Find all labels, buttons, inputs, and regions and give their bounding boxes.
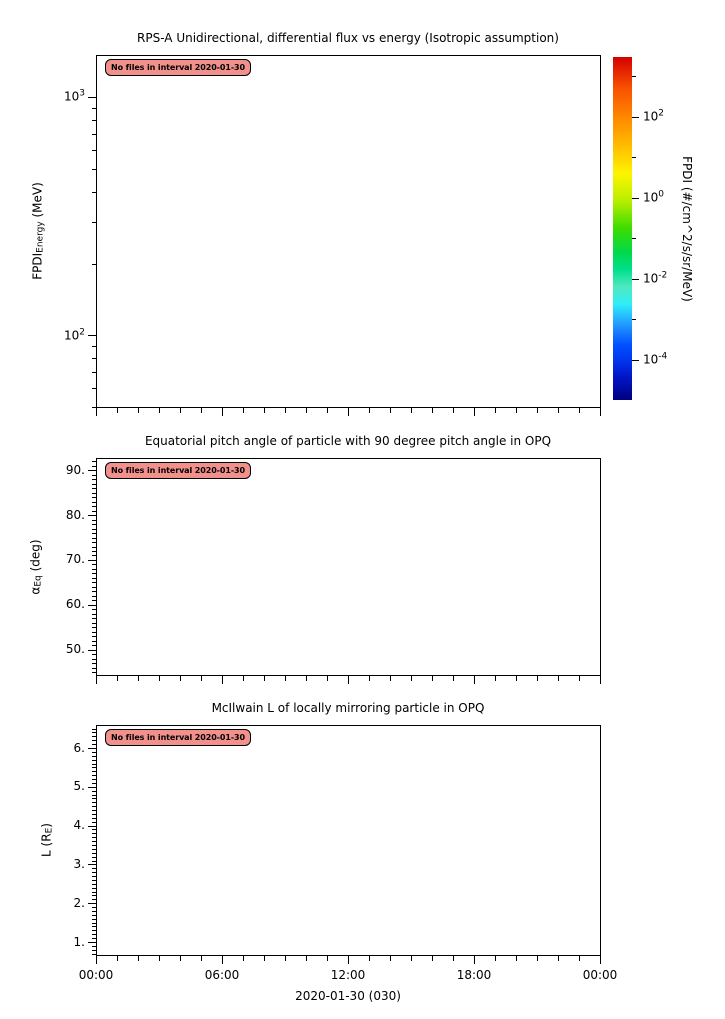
y-minor-tick (92, 744, 96, 745)
y-minor-tick (92, 802, 96, 803)
y-axis-label: $\alpha_{Eq}$ (deg) (28, 538, 44, 595)
y-minor-tick (92, 923, 96, 924)
x-minor-tick (327, 408, 328, 413)
y-major-tick (88, 787, 96, 788)
y-minor-tick (92, 645, 96, 646)
y-minor-tick (92, 884, 96, 885)
x-minor-tick (117, 408, 118, 413)
y-minor-tick (92, 806, 96, 807)
y-minor-tick (92, 888, 96, 889)
colorbar-gradient (613, 57, 632, 400)
y-minor-tick (92, 596, 96, 597)
x-tick-label: 00:00 (78, 968, 114, 982)
y-major-tick (88, 560, 96, 561)
y-tick-label: 5. (73, 779, 85, 794)
y-minor-tick (92, 876, 96, 877)
y-minor-tick (92, 475, 96, 476)
x-minor-tick (453, 408, 454, 413)
y-minor-tick (92, 841, 96, 842)
y-major-tick (88, 97, 96, 98)
x-minor-tick (579, 956, 580, 961)
plot-area (96, 725, 601, 956)
x-minor-tick (327, 956, 328, 961)
y-minor-tick (92, 740, 96, 741)
y-minor-tick (92, 833, 96, 834)
y-minor-tick (92, 506, 96, 507)
x-major-tick (348, 676, 349, 684)
y-axis-label: L $(R_E)$ (39, 823, 55, 857)
x-minor-tick (264, 676, 265, 681)
x-major-tick (474, 408, 475, 416)
y-major-tick (88, 515, 96, 516)
y-minor-tick (92, 845, 96, 846)
colorbar-major-tick (632, 279, 639, 280)
plot-area (96, 458, 601, 676)
y-tick-label: $10^3$ (63, 88, 85, 104)
y-minor-tick (92, 551, 96, 552)
y-minor-tick (92, 520, 96, 521)
y-minor-tick (92, 857, 96, 858)
y-minor-tick (92, 837, 96, 838)
y-major-tick (88, 335, 96, 336)
y-minor-tick (92, 627, 96, 628)
x-minor-tick (369, 676, 370, 681)
colorbar-major-tick (632, 360, 639, 361)
x-minor-tick (180, 408, 181, 413)
y-major-tick (88, 864, 96, 865)
colorbar-minor-tick (632, 238, 636, 239)
y-minor-tick (92, 578, 96, 579)
x-minor-tick (390, 408, 391, 413)
y-minor-tick (92, 587, 96, 588)
y-minor-tick (92, 829, 96, 830)
panel-title: RPS-A Unidirectional, differential flux vs energy (Isotropic assumption) (137, 31, 559, 45)
y-minor-tick (92, 150, 96, 151)
colorbar-tick-label: $10^{-4}$ (643, 351, 668, 367)
x-minor-tick (285, 956, 286, 961)
y-minor-tick (92, 358, 96, 359)
y-minor-tick (92, 573, 96, 574)
y-minor-tick (92, 668, 96, 669)
y-minor-tick (92, 752, 96, 753)
y-minor-tick (92, 538, 96, 539)
y-minor-tick (92, 654, 96, 655)
x-tick-label: 18:00 (456, 968, 492, 982)
y-major-tick (88, 605, 96, 606)
y-minor-tick (92, 798, 96, 799)
x-major-tick (600, 408, 601, 416)
panel-title: Equatorial pitch angle of particle with 90 degree pitch angle in OPQ (144, 434, 552, 448)
y-minor-tick (92, 919, 96, 920)
x-minor-tick (159, 956, 160, 961)
x-tick-label: 06:00 (204, 968, 240, 982)
y-tick-label: 6. (73, 740, 85, 755)
x-minor-tick (180, 956, 181, 961)
x-minor-tick (432, 408, 433, 413)
x-minor-tick (558, 956, 559, 961)
x-minor-tick (579, 676, 580, 681)
y-minor-tick (92, 934, 96, 935)
y-minor-tick (92, 771, 96, 772)
y-minor-tick (92, 493, 96, 494)
x-minor-tick (537, 408, 538, 413)
x-minor-tick (537, 676, 538, 681)
y-minor-tick (92, 529, 96, 530)
panel-title: McIlwain L of locally mirroring particle in OPQ (211, 701, 485, 715)
y-minor-tick (92, 591, 96, 592)
y-minor-tick (92, 502, 96, 503)
y-minor-tick (92, 779, 96, 780)
y-axis-label: $FPDI_{Energy}$ (MeV) (30, 182, 46, 280)
y-minor-tick (92, 814, 96, 815)
y-minor-tick (92, 907, 96, 908)
colorbar-label: FPDI (#/cm^2/s/sr/MeV) (680, 155, 694, 302)
y-minor-tick (92, 346, 96, 347)
y-minor-tick (92, 466, 96, 467)
x-minor-tick (285, 408, 286, 413)
x-minor-tick (138, 956, 139, 961)
y-minor-tick (92, 868, 96, 869)
x-minor-tick (327, 676, 328, 681)
y-minor-tick (92, 767, 96, 768)
x-major-tick (96, 676, 97, 684)
y-minor-tick (92, 926, 96, 927)
x-minor-tick (558, 408, 559, 413)
no-data-badge: No files in interval 2020-01-30 (105, 729, 251, 746)
x-minor-tick (516, 956, 517, 961)
x-minor-tick (243, 676, 244, 681)
x-major-tick (96, 408, 97, 416)
x-minor-tick (138, 408, 139, 413)
x-major-tick (222, 408, 223, 416)
x-major-tick (348, 408, 349, 416)
no-data-badge: No files in interval 2020-01-30 (105, 59, 251, 76)
x-minor-tick (243, 956, 244, 961)
y-minor-tick (92, 641, 96, 642)
x-minor-tick (495, 956, 496, 961)
y-minor-tick (92, 533, 96, 534)
x-minor-tick (264, 956, 265, 961)
y-tick-label: 50. (65, 642, 85, 657)
x-tick-label: 00:00 (582, 968, 618, 982)
y-minor-tick (92, 872, 96, 873)
y-minor-tick (92, 663, 96, 664)
y-minor-tick (92, 795, 96, 796)
y-minor-tick (92, 672, 96, 673)
y-minor-tick (92, 729, 96, 730)
x-minor-tick (432, 956, 433, 961)
y-minor-tick (92, 783, 96, 784)
x-minor-tick (390, 956, 391, 961)
y-major-tick (88, 748, 96, 749)
x-minor-tick (243, 408, 244, 413)
y-minor-tick (92, 555, 96, 556)
no-data-badge: No files in interval 2020-01-30 (105, 462, 251, 479)
x-minor-tick (285, 676, 286, 681)
y-minor-tick (92, 930, 96, 931)
x-major-tick (474, 956, 475, 964)
colorbar-minor-tick (632, 157, 636, 158)
x-tick-label: 12:00 (330, 968, 366, 982)
y-minor-tick (92, 756, 96, 757)
x-major-tick (348, 956, 349, 964)
y-tick-label: 90. (65, 462, 85, 477)
y-minor-tick (92, 192, 96, 193)
y-tick-label: 60. (65, 597, 85, 612)
colorbar-major-tick (632, 198, 639, 199)
x-minor-tick (453, 956, 454, 961)
x-minor-tick (306, 676, 307, 681)
y-minor-tick (92, 736, 96, 737)
y-minor-tick (92, 542, 96, 543)
y-major-tick (88, 903, 96, 904)
y-minor-tick (92, 915, 96, 916)
y-minor-tick (92, 764, 96, 765)
y-tick-label: 3. (73, 856, 85, 871)
y-minor-tick (92, 134, 96, 135)
y-tick-label: 4. (73, 818, 85, 833)
x-minor-tick (411, 676, 412, 681)
y-minor-tick (92, 791, 96, 792)
y-tick-label: 1. (73, 934, 85, 949)
plot-area (96, 55, 601, 408)
x-minor-tick (369, 956, 370, 961)
colorbar-minor-tick (632, 319, 636, 320)
y-minor-tick (92, 569, 96, 570)
y-tick-label: $10^2$ (63, 327, 85, 343)
y-minor-tick (92, 822, 96, 823)
y-minor-tick (92, 120, 96, 121)
y-minor-tick (92, 497, 96, 498)
y-minor-tick (92, 810, 96, 811)
y-major-tick (88, 826, 96, 827)
x-minor-tick (495, 408, 496, 413)
x-minor-tick (117, 956, 118, 961)
y-minor-tick (92, 775, 96, 776)
y-minor-tick (92, 760, 96, 761)
y-minor-tick (92, 264, 96, 265)
y-minor-tick (92, 938, 96, 939)
x-minor-tick (579, 408, 580, 413)
x-minor-tick (138, 676, 139, 681)
x-minor-tick (369, 408, 370, 413)
x-minor-tick (117, 676, 118, 681)
x-major-tick (600, 956, 601, 964)
y-minor-tick (92, 222, 96, 223)
x-minor-tick (537, 956, 538, 961)
colorbar-tick-label: $10^0$ (643, 189, 665, 205)
x-major-tick (96, 956, 97, 964)
y-minor-tick (92, 169, 96, 170)
x-minor-tick (159, 676, 160, 681)
y-minor-tick (92, 954, 96, 955)
y-minor-tick (92, 636, 96, 637)
x-minor-tick (432, 676, 433, 681)
colorbar-minor-tick (632, 76, 636, 77)
y-minor-tick (92, 564, 96, 565)
y-tick-label: 70. (65, 552, 85, 567)
y-minor-tick (92, 461, 96, 462)
x-minor-tick (390, 676, 391, 681)
y-minor-tick (92, 818, 96, 819)
y-tick-label: 2. (73, 895, 85, 910)
y-minor-tick (92, 732, 96, 733)
y-minor-tick (92, 547, 96, 548)
y-minor-tick (92, 524, 96, 525)
x-minor-tick (201, 408, 202, 413)
colorbar-tick-label: $10^{-2}$ (643, 270, 668, 286)
y-minor-tick (92, 853, 96, 854)
x-minor-tick (180, 676, 181, 681)
x-minor-tick (159, 408, 160, 413)
y-minor-tick (92, 946, 96, 947)
y-major-tick (88, 942, 96, 943)
y-minor-tick (92, 614, 96, 615)
x-major-tick (222, 956, 223, 964)
y-major-tick (88, 650, 96, 651)
x-major-tick (222, 676, 223, 684)
x-major-tick (474, 676, 475, 684)
y-minor-tick (92, 632, 96, 633)
x-minor-tick (201, 956, 202, 961)
y-minor-tick (92, 861, 96, 862)
colorbar-major-tick (632, 117, 639, 118)
y-minor-tick (92, 895, 96, 896)
y-minor-tick (92, 108, 96, 109)
y-minor-tick (92, 880, 96, 881)
y-minor-tick (92, 484, 96, 485)
x-minor-tick (306, 956, 307, 961)
y-minor-tick (92, 600, 96, 601)
y-minor-tick (92, 618, 96, 619)
y-minor-tick (92, 623, 96, 624)
x-major-tick (600, 676, 601, 684)
y-minor-tick (92, 892, 96, 893)
y-minor-tick (92, 899, 96, 900)
x-minor-tick (201, 676, 202, 681)
y-minor-tick (92, 950, 96, 951)
x-minor-tick (306, 408, 307, 413)
x-axis-label: 2020-01-30 (030) (295, 989, 401, 1003)
y-minor-tick (92, 911, 96, 912)
y-minor-tick (92, 659, 96, 660)
y-minor-tick (92, 479, 96, 480)
y-minor-tick (92, 609, 96, 610)
y-minor-tick (92, 849, 96, 850)
x-minor-tick (264, 408, 265, 413)
x-minor-tick (453, 676, 454, 681)
y-minor-tick (92, 388, 96, 389)
y-minor-tick (92, 488, 96, 489)
y-major-tick (88, 470, 96, 471)
y-minor-tick (92, 582, 96, 583)
x-minor-tick (411, 408, 412, 413)
x-minor-tick (516, 676, 517, 681)
x-minor-tick (516, 408, 517, 413)
y-minor-tick (92, 372, 96, 373)
x-minor-tick (558, 676, 559, 681)
x-minor-tick (411, 956, 412, 961)
x-minor-tick (495, 676, 496, 681)
colorbar-tick-label: $10^2$ (643, 108, 665, 124)
y-minor-tick (92, 511, 96, 512)
y-tick-label: 80. (65, 507, 85, 522)
